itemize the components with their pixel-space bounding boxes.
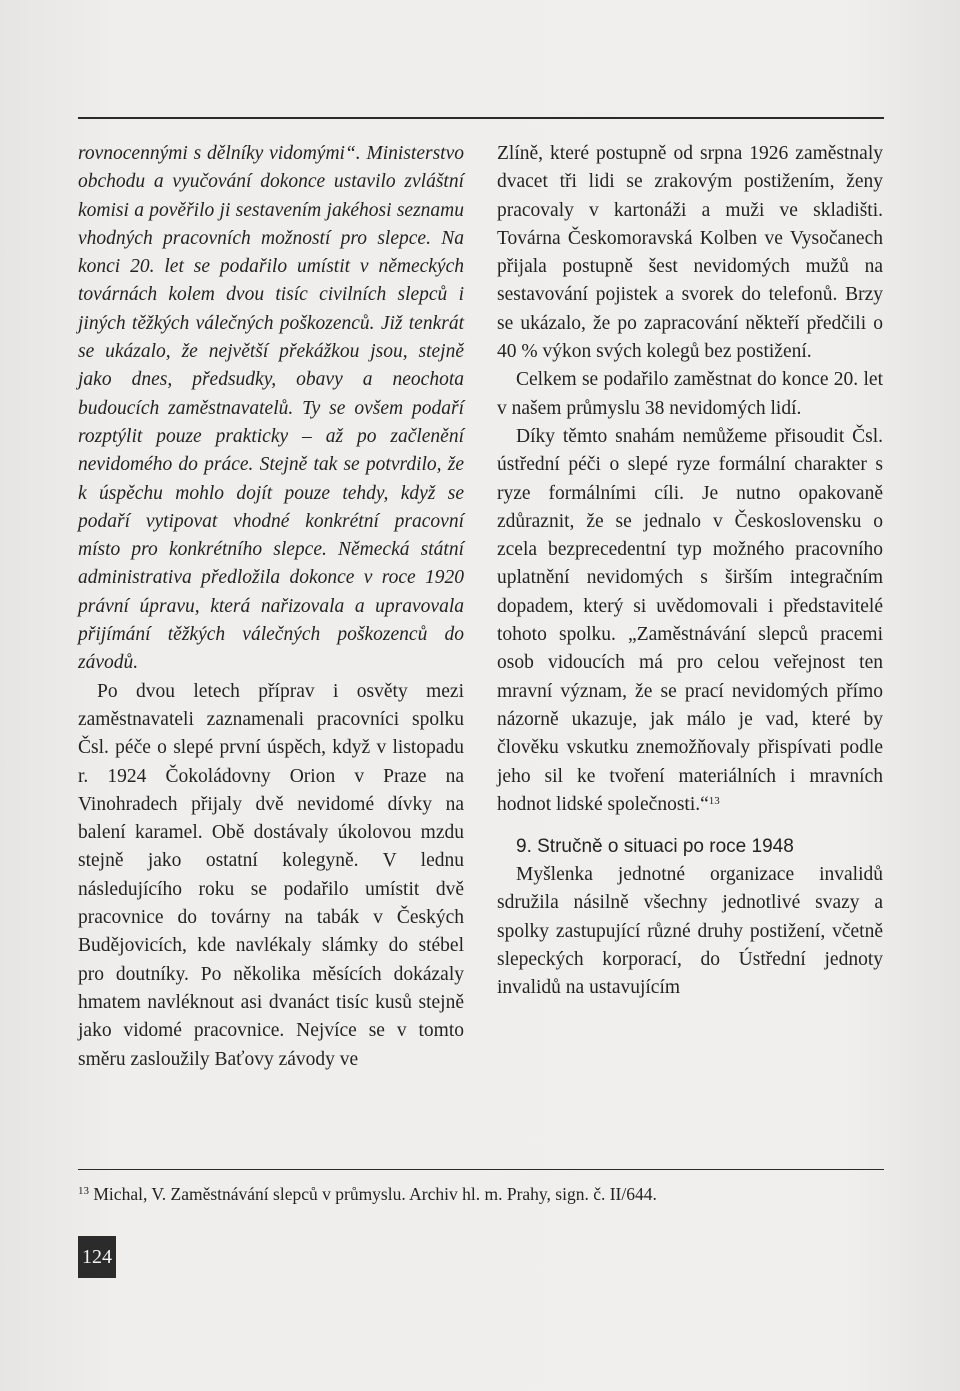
- right-column: [497, 140, 883, 1003]
- left-paragraph-2: Po dvou letech příprav i osvěty mezi zaměstnavateli zaznamenali pracovníci spolku Čsl. péče o slepé první úspěch, když v listopadu r. 1924 Čokoládovny Orion v Praze na Vinohradech přijaly dvě nevidomé dívky na balení karamel. Obě dostávaly úkolovou mzdu stejně jako ostatní kolegyně. V lednu následujícího roku se podařilo umístit dvě pracovnice do továrny na tabák v Českých Budějovicích, kde navlékaly slámky do stébel pro doutníky. Po několika měsících dokázaly hmatem navléknout asi dvanáct tisíc kusů stejně jako vidomé pracovnice. Nejvíce se v tomto směru zasloužily Baťovy závody ve: [78, 680, 464, 1070]
- section-heading: 9. Stručně o situaci po roce 1948: [516, 836, 794, 858]
- right-paragraph-1: Zlíně, které postupně od srpna 1926 zaměstnaly dvacet tři lidi se zrakovým postižením, ženy pracovaly v kartonáži a muži ve skladišti. Továrna Českomoravská Kolben ve Vysočanech přijala postupně šest nevidomých mužů na sestavování pojistek a svorek do telefonů. Brzy se ukázalo, že po zapracování někteří předčili o 40 % výkon svých kolegů bez postižení.: [497, 143, 883, 363]
- left-column: [78, 140, 464, 1074]
- left-paragraph-italic: rovnocennými s dělníky vidomými“. Ministerstvo obchodu a vyučování dokonce ustavilo zvláštní komisi a pověřilo ji sestavením jakéhosi seznamu vhodných pracovních možností pro slepce. Na konci 20. let se podařilo umístit v německých továrnách kolem dvou tisíc civilních slepců i jiných těžkých válečných poškozenců. Již tenkrát se ukázalo, že největší překážkou jsou, stejně jako dnes, předsudky, obavy a neochota budoucích zaměstnavatelů. Ty se ovšem podaří rozptýlit pouze prakticky – až po začlenění nevidomého do práce. Stejně tak se potvrdilo, že k úspěchu mohlo dojít pouze tehdy, když se podaří vytipovat vhodné konkrétní pracovní místo pro konkrétního slepce. Německá státní administrativa předložila dokonce v roce 1920 právní úpravu, která nařizovala a upravovala přijímání těžkých válečných poškozenců do závodů.: [78, 143, 464, 674]
- right-paragraph-2: Celkem se podařilo zaměstnat do konce 20. let v našem průmyslu 38 nevidomých lidí.: [497, 369, 883, 419]
- footnote-rule: [78, 1169, 884, 1170]
- page-number: 124: [78, 1236, 116, 1278]
- footnote-reference: 13: [708, 794, 720, 807]
- footnote: [78, 1182, 884, 1206]
- footnote-text: Michal, V. Zaměstnávání slepců v průmyslu. Archiv hl. m. Prahy, sign. č. II/644.: [93, 1184, 657, 1204]
- right-paragraph-3-text: Díky těmto snahám nemůžeme přisoudit Čsl. ústřední péči o slepé ryze formální charakter s ryze formálními cíli. Je nutno opakovaně zdůraznit, že se jednalo v Československu o zcela bezprecedentní typ možného pracovního uplatnění nevidomých s širším integračním dopadem, který si uvědomovali i představitelé tohoto spolku. „Zaměstnávání slepců pracemi osob vidoucích má pro celou veřejnost ten mravní význam, že se prací nevidomých přímo názorně ukazuje, jak málo je vad, které by člověku vskutku znemožňovaly přispívati podle jeho sil ke tvoření materiálních i mravních hodnot lidské společnosti.“: [497, 425, 883, 815]
- footnote-number: 13: [78, 1185, 89, 1197]
- right-paragraph-4: Myšlenka jednotné organizace invalidů sdružila násilně všechny jednotlivé svazy a spolky zastupující různé druhy postižení, včetně slepeckých korporací, do Ústřední jednoty invalidů na ustavujícím: [497, 864, 883, 999]
- top-rule: [78, 117, 884, 119]
- right-paragraph-3: [497, 423, 883, 819]
